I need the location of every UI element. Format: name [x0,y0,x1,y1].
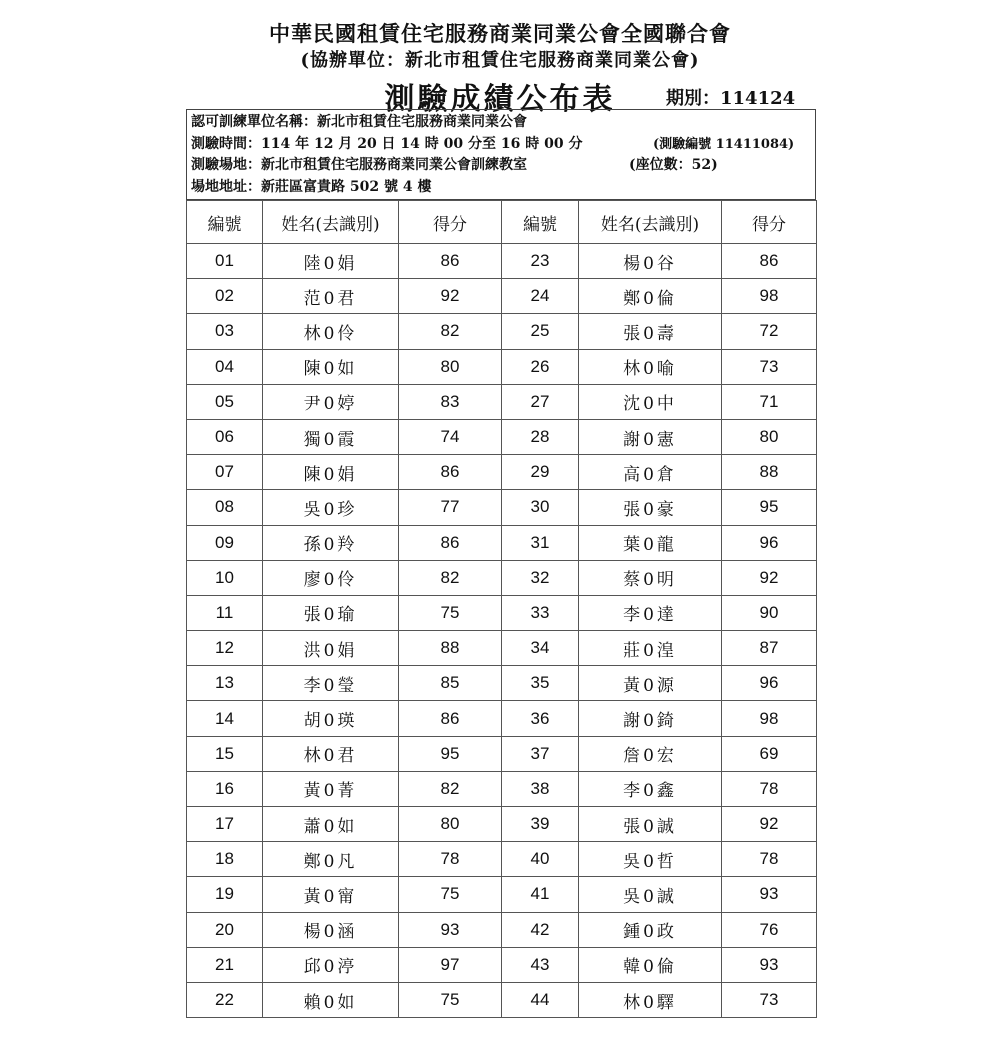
score-cell: 80 [399,807,502,842]
score-cell: 75 [399,877,502,912]
number-cell: 07 [187,455,263,490]
name-cell: 黃0菁 [263,771,399,806]
score-cell: 85 [399,666,502,701]
number-cell: 09 [187,525,263,560]
number-cell: 19 [187,877,263,912]
header-name: 姓名(去識別) [263,201,399,244]
number-cell: 40 [502,842,579,877]
number-cell: 28 [502,419,579,454]
name-cell: 莊0湟 [579,631,722,666]
table-row [187,666,817,701]
co-organizer: (協辦單位：新北市租賃住宅服務商業同業公會) [300,50,700,71]
score-cell: 98 [722,701,817,736]
info-venue [191,155,811,177]
number-cell: 43 [502,947,579,982]
number-cell: 36 [502,701,579,736]
exam-number: (測驗編號 11411084) [653,136,795,152]
header-number: 編號 [187,201,263,244]
info-address [191,177,811,199]
venue-address: 場地地址：新莊區富貴路 502 號 4 樓 [191,178,432,195]
score-cell: 73 [722,349,817,384]
number-cell: 26 [502,349,579,384]
number-cell: 39 [502,807,579,842]
number-cell: 10 [187,560,263,595]
number-cell: 14 [187,701,263,736]
name-cell: 張0誠 [579,807,722,842]
table-row [187,419,817,454]
score-cell: 96 [722,525,817,560]
name-cell: 鄭0凡 [263,842,399,877]
period-label: 期別：114124 [666,88,796,109]
score-cell: 76 [722,912,817,947]
score-cell: 78 [722,842,817,877]
score-cell: 95 [722,490,817,525]
name-cell: 吳0珍 [263,490,399,525]
name-cell: 張0豪 [579,490,722,525]
number-cell: 03 [187,314,263,349]
name-cell: 黃0源 [579,666,722,701]
name-cell: 吳0誠 [579,877,722,912]
score-cell: 78 [399,842,502,877]
score-cell: 74 [399,419,502,454]
score-cell: 86 [399,455,502,490]
score-table [186,200,817,1018]
header-score: 得分 [722,201,817,244]
number-cell: 16 [187,771,263,806]
number-cell: 17 [187,807,263,842]
name-cell: 鍾0政 [579,912,722,947]
score-cell: 71 [722,384,817,419]
score-cell: 92 [722,560,817,595]
name-cell: 林0君 [263,736,399,771]
table-row [187,631,817,666]
score-cell: 92 [399,279,502,314]
score-cell: 82 [399,771,502,806]
number-cell: 38 [502,771,579,806]
number-cell: 15 [187,736,263,771]
number-cell: 27 [502,384,579,419]
name-cell: 陸0娟 [263,244,399,279]
score-cell: 75 [399,982,502,1017]
name-cell: 陳0如 [263,349,399,384]
score-cell: 86 [399,244,502,279]
table-row [187,877,817,912]
score-table-body [187,244,817,1018]
table-row [187,525,817,560]
name-cell: 廖0伶 [263,560,399,595]
score-cell: 80 [399,349,502,384]
name-cell: 黃0甯 [263,877,399,912]
page-title: 測驗成績公布表 [384,82,616,117]
name-cell: 高0倉 [579,455,722,490]
name-cell: 張0壽 [579,314,722,349]
score-cell: 82 [399,314,502,349]
number-cell: 37 [502,736,579,771]
score-cell: 73 [722,982,817,1017]
score-cell: 86 [722,244,817,279]
name-cell: 謝0錡 [579,701,722,736]
number-cell: 05 [187,384,263,419]
table-row [187,947,817,982]
score-cell: 95 [399,736,502,771]
name-cell: 鄭0倫 [579,279,722,314]
name-cell: 詹0宏 [579,736,722,771]
score-cell: 96 [722,666,817,701]
number-cell: 30 [502,490,579,525]
header-number: 編號 [502,201,579,244]
table-row [187,560,817,595]
name-cell: 林0喻 [579,349,722,384]
name-cell: 楊0谷 [579,244,722,279]
name-cell: 蔡0明 [579,560,722,595]
info-time [191,134,811,156]
table-row [187,595,817,630]
name-cell: 獨0霞 [263,419,399,454]
score-cell: 88 [722,455,817,490]
table-row [187,842,817,877]
table-row [187,701,817,736]
info-unit [191,112,811,134]
number-cell: 44 [502,982,579,1017]
number-cell: 23 [502,244,579,279]
score-cell: 77 [399,490,502,525]
score-cell: 86 [399,701,502,736]
score-cell: 75 [399,595,502,630]
score-cell: 69 [722,736,817,771]
table-header-row [187,201,817,244]
name-cell: 范0君 [263,279,399,314]
name-cell: 韓0倫 [579,947,722,982]
number-cell: 31 [502,525,579,560]
score-cell: 88 [399,631,502,666]
name-cell: 賴0如 [263,982,399,1017]
table-row [187,314,817,349]
table-row [187,771,817,806]
name-cell: 洪0娟 [263,631,399,666]
number-cell: 32 [502,560,579,595]
number-cell: 24 [502,279,579,314]
score-cell: 93 [399,912,502,947]
organization-name: 中華民國租賃住宅服務商業同業公會全國聯合會 [269,21,731,46]
number-cell: 02 [187,279,263,314]
score-cell: 93 [722,947,817,982]
number-cell: 04 [187,349,263,384]
number-cell: 42 [502,912,579,947]
seat-count: (座位數：52) [629,157,718,173]
table-row [187,490,817,525]
name-cell: 李0瑩 [263,666,399,701]
name-cell: 胡0瑛 [263,701,399,736]
name-cell: 陳0娟 [263,455,399,490]
score-cell: 97 [399,947,502,982]
name-cell: 謝0憲 [579,419,722,454]
name-cell: 沈0中 [579,384,722,419]
score-cell: 80 [722,419,817,454]
exam-time: 測驗時間：114 年 12 月 20 日 14 時 00 分至 16 時 00 分 [191,135,583,152]
number-cell: 12 [187,631,263,666]
score-cell: 86 [399,525,502,560]
table-row [187,349,817,384]
training-unit: 認可訓練單位名稱：新北市租賃住宅服務商業同業公會 [191,114,527,130]
exam-venue: 測驗場地：新北市租賃住宅服務商業同業公會訓練教室 [191,157,527,173]
score-cell: 92 [722,807,817,842]
table-row [187,982,817,1017]
number-cell: 41 [502,877,579,912]
table-row [187,384,817,419]
number-cell: 08 [187,490,263,525]
number-cell: 13 [187,666,263,701]
number-cell: 01 [187,244,263,279]
name-cell: 楊0涵 [263,912,399,947]
score-cell: 90 [722,595,817,630]
name-cell: 孫0羚 [263,525,399,560]
name-cell: 張0瑜 [263,595,399,630]
number-cell: 29 [502,455,579,490]
score-cell: 93 [722,877,817,912]
table-row [187,736,817,771]
name-cell: 林0驛 [579,982,722,1017]
name-cell: 邱0渟 [263,947,399,982]
number-cell: 06 [187,419,263,454]
score-cell: 83 [399,384,502,419]
number-cell: 34 [502,631,579,666]
number-cell: 22 [187,982,263,1017]
name-cell: 李0鑫 [579,771,722,806]
number-cell: 35 [502,666,579,701]
score-cell: 87 [722,631,817,666]
number-cell: 11 [187,595,263,630]
name-cell: 葉0龍 [579,525,722,560]
score-cell: 98 [722,279,817,314]
header-score: 得分 [399,201,502,244]
table-row [187,244,817,279]
header-name: 姓名(去識別) [579,201,722,244]
number-cell: 20 [187,912,263,947]
name-cell: 尹0婷 [263,384,399,419]
table-row [187,807,817,842]
number-cell: 21 [187,947,263,982]
table-row [187,279,817,314]
exam-info-box [186,109,816,200]
number-cell: 18 [187,842,263,877]
name-cell: 蕭0如 [263,807,399,842]
table-row [187,912,817,947]
number-cell: 25 [502,314,579,349]
name-cell: 李0達 [579,595,722,630]
score-cell: 78 [722,771,817,806]
score-cell: 72 [722,314,817,349]
score-cell: 82 [399,560,502,595]
name-cell: 林0伶 [263,314,399,349]
number-cell: 33 [502,595,579,630]
table-row [187,455,817,490]
name-cell: 吳0哲 [579,842,722,877]
